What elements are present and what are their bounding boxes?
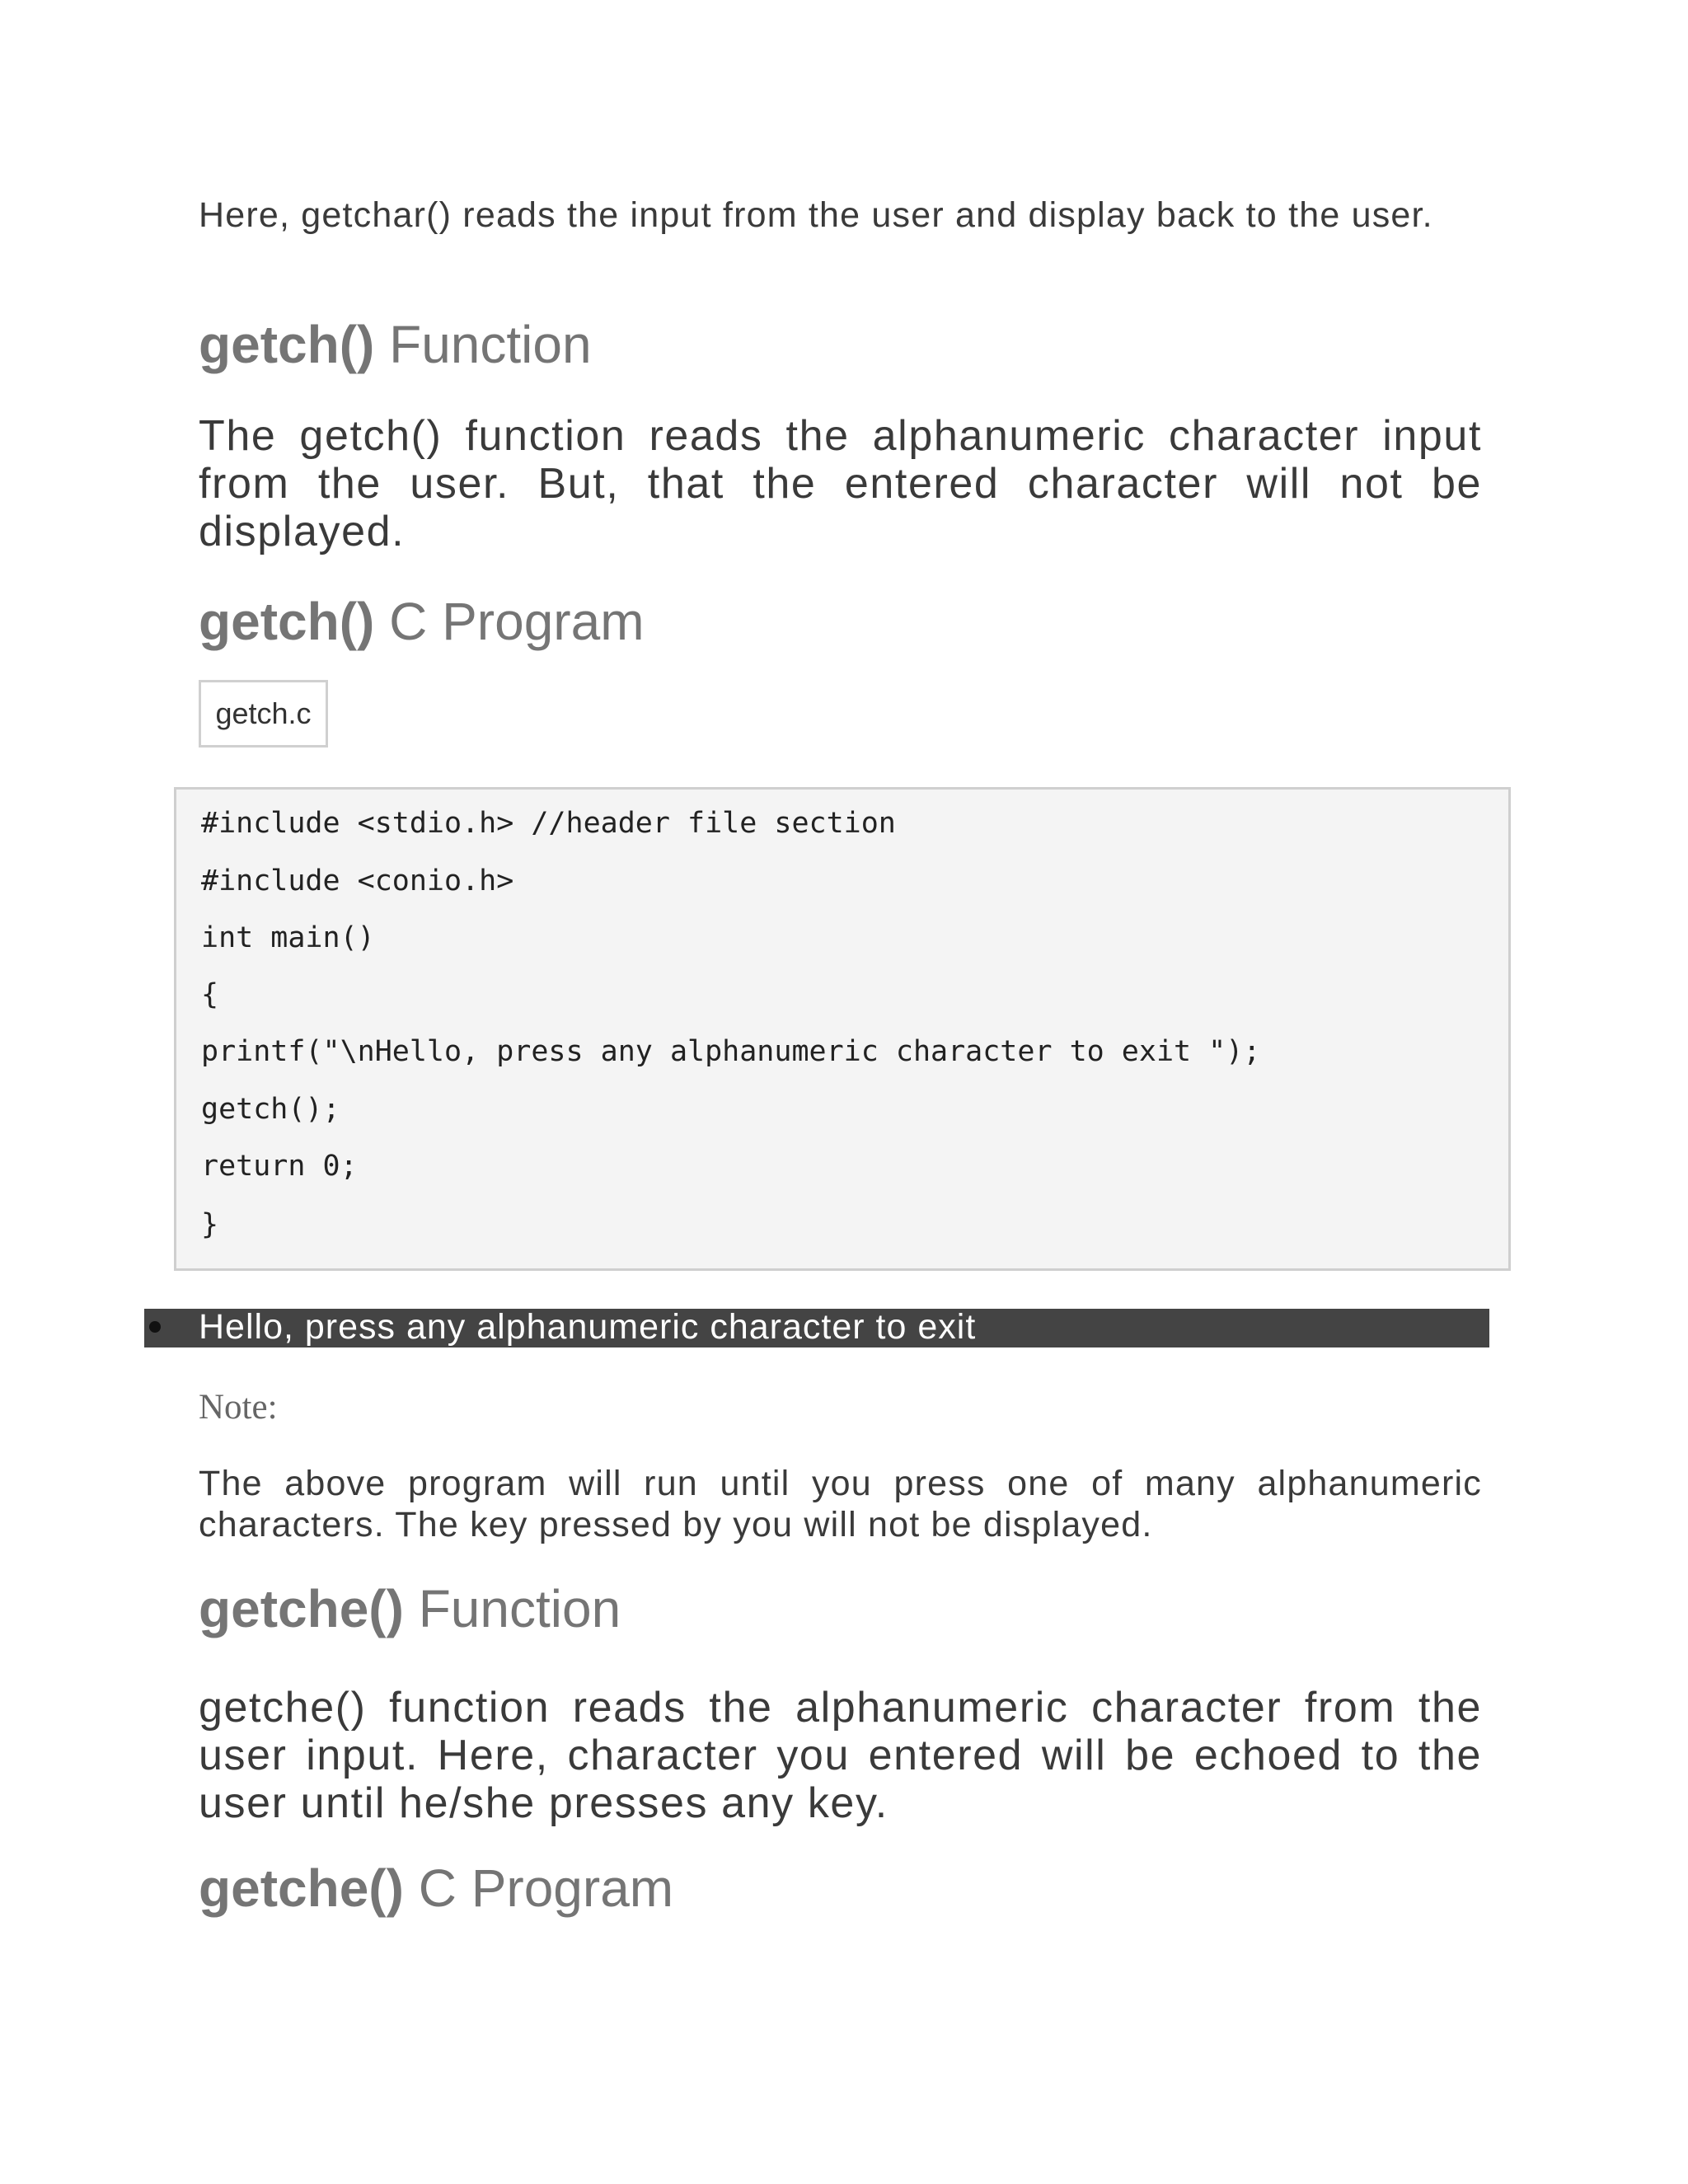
getch-program-heading-bold: getch() xyxy=(199,592,375,651)
note-paragraph: The above program will run until you press one of many alphanumeric characters. The key pressed by you will not be displayed. xyxy=(199,1464,1482,1544)
code-line: #include <stdio.h> //header file section xyxy=(201,807,896,840)
intro-paragraph: Here, getchar() reads the input from the user and display back to the user. xyxy=(199,195,1433,235)
code-block xyxy=(174,787,1511,1271)
code-line: #include <conio.h> xyxy=(201,865,514,898)
code-line: getch(); xyxy=(201,1093,340,1126)
code-line: return 0; xyxy=(201,1150,358,1183)
note-label: Note: xyxy=(199,1388,278,1427)
getche-function-heading-bold: getche() xyxy=(199,1579,404,1638)
program-output-text: Hello, press any alphanumeric character to exit xyxy=(199,1307,977,1347)
getch-function-heading xyxy=(199,313,592,376)
getch-description: The getch() function reads the alphanumeric character input from the user. But, that the entered character will not be displayed. xyxy=(199,412,1482,555)
getch-program-heading xyxy=(199,590,645,653)
code-line: } xyxy=(201,1208,219,1241)
getche-program-heading xyxy=(199,1857,673,1919)
getche-program-heading-rest: C Program xyxy=(403,1858,674,1918)
bullet-icon xyxy=(149,1321,161,1333)
code-line: int main() xyxy=(201,921,375,954)
getch-program-heading-rest: C Program xyxy=(374,592,645,651)
getche-program-heading-bold: getche() xyxy=(199,1858,404,1918)
getche-description: getche() function reads the alphanumeric character from the user input. Here, character you entered will be echoed to the user until he/she presses any key. xyxy=(199,1684,1482,1827)
getch-function-heading-bold: getch() xyxy=(199,315,375,374)
code-line: printf("\nHello, press any alphanumeric character to exit "); xyxy=(201,1035,1261,1068)
code-line: { xyxy=(201,978,219,1011)
getch-function-heading-rest: Function xyxy=(374,315,592,374)
file-tab-getch-c[interactable]: getch.c xyxy=(199,680,328,748)
getche-function-heading xyxy=(199,1577,621,1640)
getche-function-heading-rest: Function xyxy=(403,1579,621,1638)
